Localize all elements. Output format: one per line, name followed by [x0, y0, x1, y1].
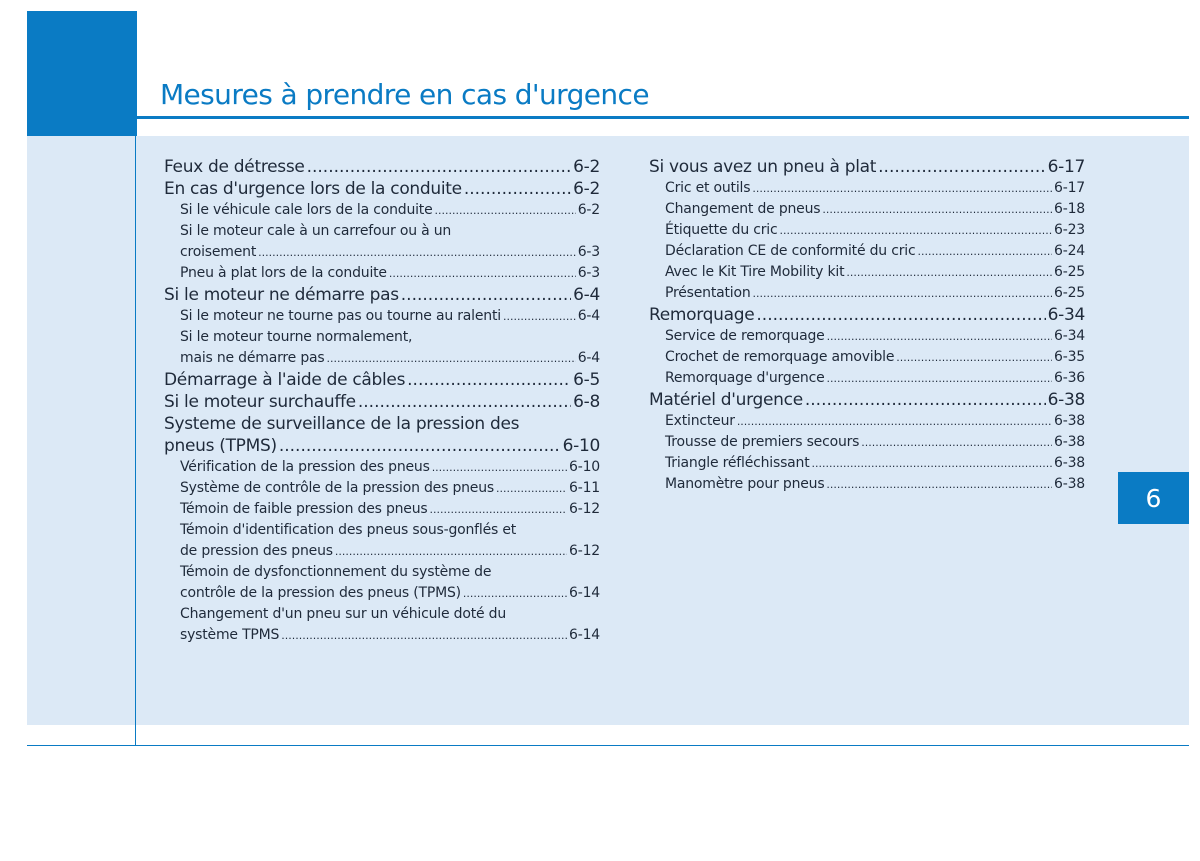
- dot-leader: [432, 457, 567, 478]
- dot-leader: [358, 391, 571, 413]
- toc-page-number: 6-2: [577, 202, 600, 218]
- toc-right-column: [649, 156, 1085, 495]
- toc-subentry-pneu-plat-conduite[interactable]: [164, 263, 600, 284]
- toc-subentry-temoin-identification-line1[interactable]: Témoin d'identification des pneus sous-gonflés et: [180, 522, 517, 538]
- toc-entry-label: Étiquette du cric: [665, 222, 778, 238]
- toc-subentry-moteur-tourne-pas[interactable]: [164, 306, 600, 327]
- toc-subentry-presentation[interactable]: [649, 283, 1085, 304]
- dot-leader: [756, 304, 1045, 326]
- toc-page-number: 6-3: [577, 244, 600, 260]
- dot-leader: [827, 368, 1052, 389]
- dot-leader: [335, 541, 567, 562]
- toc-entry-label: Triangle réfléchissant: [665, 455, 810, 471]
- toc-page-number: 6-12: [569, 501, 600, 517]
- page-title: Mesures à prendre en cas d'urgence: [160, 78, 649, 111]
- toc-subentry-declaration-ce[interactable]: [649, 241, 1085, 262]
- toc-entry-label: Avec le Kit Tire Mobility kit: [665, 264, 845, 280]
- toc-entry-label: Si vous avez un pneu à plat: [649, 157, 877, 177]
- toc-subentry-tourne-normalement-line1[interactable]: Si le moteur tourne normalement,: [180, 329, 413, 345]
- toc-page-number: 6-14: [569, 585, 600, 601]
- toc-entry-urgence-conduite[interactable]: [164, 178, 600, 200]
- toc-entry-label: système TPMS: [180, 627, 280, 643]
- toc-subentry-vehicule-cale[interactable]: [164, 200, 600, 221]
- dot-leader: [435, 200, 576, 221]
- toc-subentry-temoin-dysfonction-line1[interactable]: Témoin de dysfonctionnement du système de: [180, 564, 492, 580]
- dot-leader: [430, 499, 568, 520]
- toc-subentry-changement-tpms[interactable]: [164, 625, 600, 646]
- toc-page-number: 6-34: [1047, 305, 1085, 325]
- toc-entry-label: mais ne démarre pas: [180, 350, 325, 366]
- dot-leader: [826, 474, 1052, 495]
- dot-leader: [389, 263, 576, 284]
- dot-leader: [812, 453, 1053, 474]
- dot-leader: [737, 411, 1052, 432]
- dot-leader: [753, 283, 1052, 304]
- toc-entry-label: Si le véhicule cale lors de la conduite: [180, 202, 433, 218]
- toc-page-number: 6-24: [1054, 243, 1085, 259]
- toc-entry-label: Si le moteur ne tourne pas ou tourne au ralenti: [180, 308, 501, 324]
- toc-subentry-manometre[interactable]: [649, 474, 1085, 495]
- toc-page-number: 6-4: [577, 350, 600, 366]
- dot-leader: [780, 220, 1053, 241]
- toc-page-number: 6-38: [1054, 476, 1085, 492]
- toc-page-number: 6-35: [1054, 349, 1085, 365]
- toc-subentry-temoin-dysfonction[interactable]: [164, 583, 600, 604]
- toc-entry-label: Extincteur: [665, 413, 735, 429]
- toc-subentry-changement-pneus[interactable]: [649, 199, 1085, 220]
- toc-entry-label: Déclaration CE de conformité du cric: [665, 243, 916, 259]
- title-underline: [137, 116, 1189, 119]
- toc-page-number: 6-4: [573, 285, 600, 305]
- toc-entry-label: croisement: [180, 244, 257, 260]
- toc-subentry-moteur-cale[interactable]: [164, 242, 600, 263]
- toc-subentry-remorquage-urgence[interactable]: [649, 368, 1085, 389]
- toc-entry-tpms-line1[interactable]: Systeme de surveillance de la pression des: [164, 414, 520, 434]
- toc-entry-label: Matériel d'urgence: [649, 390, 803, 410]
- toc-page-number: 6-38: [1054, 413, 1085, 429]
- toc-page-number: 6-23: [1054, 222, 1085, 238]
- dot-leader: [917, 241, 1052, 262]
- toc-page-number: 6-11: [569, 480, 600, 496]
- toc-subentry-triangle[interactable]: [649, 453, 1085, 474]
- margin-rule: [135, 136, 136, 746]
- toc-page-number: 6-8: [573, 392, 600, 412]
- toc-entry-materiel-urgence[interactable]: [649, 389, 1085, 411]
- toc-entry-remorquage[interactable]: [649, 304, 1085, 326]
- toc-subentry-temoin-faible[interactable]: [164, 499, 600, 520]
- toc-subentry-systeme-controle[interactable]: [164, 478, 600, 499]
- toc-page-number: 6-34: [1054, 328, 1085, 344]
- toc-entry-feux-detresse[interactable]: [164, 156, 600, 178]
- toc-entry-label: En cas d'urgence lors de la conduite: [164, 179, 462, 199]
- dot-leader: [307, 156, 572, 178]
- toc-left-column: [164, 156, 600, 646]
- toc-entry-label: Feux de détresse: [164, 157, 305, 177]
- toc-entry-label: Vérification de la pression des pneus: [180, 459, 430, 475]
- toc-subentry-kit-tire-mobility[interactable]: [649, 262, 1085, 283]
- toc-entry-demarrage-cables[interactable]: [164, 369, 600, 391]
- toc-page-number: 6-12: [569, 543, 600, 559]
- toc-page-number: 6-10: [569, 459, 600, 475]
- toc-page-number: 6-3: [577, 265, 600, 281]
- dot-leader: [752, 178, 1052, 199]
- dot-leader: [327, 348, 576, 369]
- toc-entry-label: Démarrage à l'aide de câbles: [164, 370, 406, 390]
- toc-page-number: 6-4: [577, 308, 600, 324]
- toc-entry-moteur-demarre-pas[interactable]: [164, 284, 600, 306]
- toc-entry-label: Si le moteur ne démarre pas: [164, 285, 399, 305]
- dot-leader: [258, 242, 576, 263]
- dot-leader: [407, 369, 571, 391]
- toc-page-number: 6-5: [573, 370, 600, 390]
- toc-page-number: 6-2: [573, 179, 600, 199]
- toc-subentry-service-remorquage[interactable]: [649, 326, 1085, 347]
- toc-entry-label: Système de contrôle de la pression des pneus: [180, 480, 494, 496]
- toc-subentry-etiquette-cric[interactable]: [649, 220, 1085, 241]
- toc-entry-label: de pression des pneus: [180, 543, 333, 559]
- toc-page-number: 6-17: [1047, 157, 1085, 177]
- dot-leader: [281, 625, 567, 646]
- toc-entry-label: pneus (TPMS): [164, 436, 277, 456]
- toc-entry-label: Crochet de remorquage amovible: [665, 349, 895, 365]
- toc-page-number: 6-25: [1054, 285, 1085, 301]
- dot-leader: [496, 478, 567, 499]
- toc-subentry-tourne-normalement[interactable]: [164, 348, 600, 369]
- toc-subentry-crochet-remorquage[interactable]: [649, 347, 1085, 368]
- dot-leader: [805, 389, 1046, 411]
- toc-subentry-temoin-identification[interactable]: [164, 541, 600, 562]
- toc-entry-label: Si le moteur surchauffe: [164, 392, 356, 412]
- toc-entry-surchauffe[interactable]: [164, 391, 600, 413]
- toc-page-number: 6-36: [1054, 370, 1085, 386]
- toc-page-number: 6-38: [1054, 455, 1085, 471]
- header-color-block: [27, 11, 137, 136]
- dot-leader: [463, 583, 567, 604]
- toc-entry-label: Présentation: [665, 285, 751, 301]
- toc-page-number: 6-38: [1054, 434, 1085, 450]
- toc-entry-label: Remorquage d'urgence: [665, 370, 825, 386]
- dot-leader: [401, 284, 571, 306]
- toc-subentry-changement-tpms-line1[interactable]: Changement d'un pneu sur un véhicule doté du: [180, 606, 507, 622]
- toc-entry-label: Cric et outils: [665, 180, 751, 196]
- toc-entry-label: Trousse de premiers secours: [665, 434, 860, 450]
- toc-page-number: 6-14: [569, 627, 600, 643]
- dot-leader: [503, 306, 576, 327]
- dot-leader: [822, 199, 1052, 220]
- toc-page-number: 6-2: [573, 157, 600, 177]
- toc-entry-label: Manomètre pour pneus: [665, 476, 825, 492]
- toc-subentry-verification[interactable]: [164, 457, 600, 478]
- toc-subentry-cric-outils[interactable]: [649, 178, 1085, 199]
- toc-page-number: 6-25: [1054, 264, 1085, 280]
- toc-page-number: 6-18: [1054, 201, 1085, 217]
- toc-entry-label: contrôle de la pression des pneus (TPMS): [180, 585, 461, 601]
- toc-entry-label: Témoin de faible pression des pneus: [180, 501, 428, 517]
- dot-leader: [846, 262, 1052, 283]
- toc-subentry-extincteur[interactable]: [649, 411, 1085, 432]
- dot-leader: [896, 347, 1052, 368]
- toc-entry-label: Changement de pneus: [665, 201, 821, 217]
- dot-leader: [878, 156, 1045, 178]
- dot-leader: [827, 326, 1052, 347]
- toc-entry-label: Service de remorquage: [665, 328, 825, 344]
- toc-entry-label: Remorquage: [649, 305, 755, 325]
- toc-entry-tpms[interactable]: [164, 435, 600, 457]
- toc-page-number: 6-38: [1047, 390, 1085, 410]
- toc-entry-label: Pneu à plat lors de la conduite: [180, 265, 387, 281]
- chapter-tab[interactable]: 6: [1118, 472, 1189, 524]
- dot-leader: [279, 435, 561, 457]
- toc-subentry-moteur-cale-line1[interactable]: Si le moteur cale à un carrefour ou à un: [180, 223, 452, 239]
- toc-subentry-trousse-secours[interactable]: [649, 432, 1085, 453]
- toc-page-number: 6-10: [562, 436, 600, 456]
- dot-leader: [861, 432, 1052, 453]
- bottom-rule: [27, 745, 1189, 746]
- dot-leader: [464, 178, 571, 200]
- toc-page-number: 6-17: [1054, 180, 1085, 196]
- toc-entry-pneu-plat[interactable]: [649, 156, 1085, 178]
